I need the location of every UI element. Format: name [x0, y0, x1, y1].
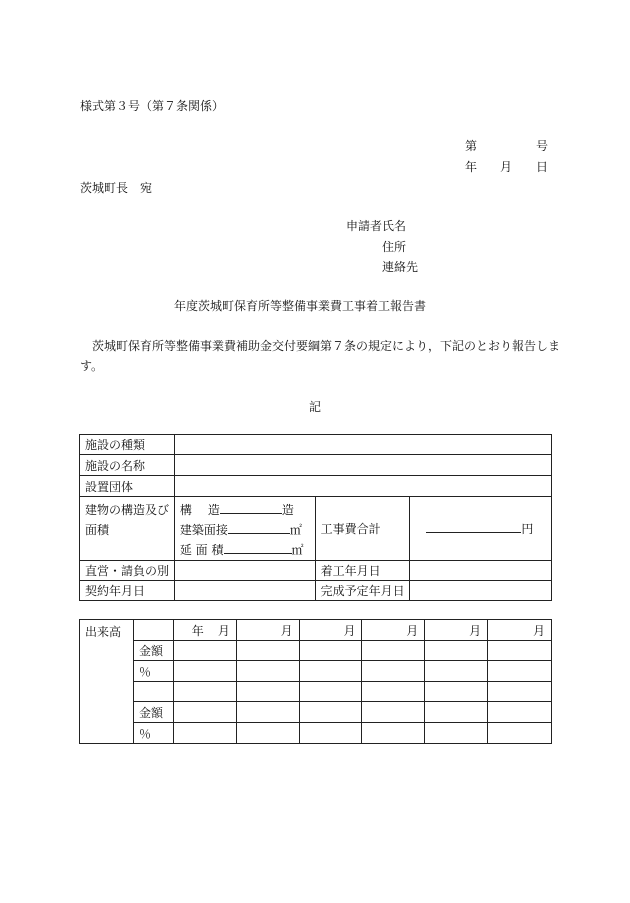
structure-suffix: 造	[281, 503, 294, 517]
facility-type-value[interactable]	[174, 435, 551, 455]
sqm-unit-2: ㎡	[291, 543, 304, 557]
cell[interactable]	[173, 661, 236, 682]
cell[interactable]	[488, 723, 552, 744]
direct-or-contract-label: 直営・請負の別	[80, 561, 175, 581]
yen-unit: 円	[521, 522, 534, 536]
date-month: 月	[500, 160, 513, 174]
cell[interactable]	[236, 641, 299, 661]
progress-table	[79, 619, 552, 744]
cell[interactable]	[362, 702, 425, 723]
cell[interactable]	[299, 661, 362, 682]
structure-row	[180, 500, 315, 520]
facility-table	[79, 434, 552, 601]
cell[interactable]	[362, 723, 425, 744]
cell[interactable]	[425, 661, 488, 682]
cell[interactable]	[488, 641, 552, 661]
month-header-1	[173, 620, 236, 641]
blank-label	[133, 682, 173, 702]
cell[interactable]	[236, 723, 299, 744]
applicant-name-label: 申請者氏名	[346, 219, 407, 233]
cell[interactable]	[299, 723, 362, 744]
percent-label-1: ％	[133, 661, 173, 682]
amount-label-2: 金額	[133, 702, 173, 723]
building-area-label: 建築面接	[179, 523, 228, 537]
month-header-6: 月	[488, 620, 552, 641]
building-area-row	[180, 520, 315, 540]
cell[interactable]	[173, 641, 236, 661]
start-date-value[interactable]	[410, 561, 552, 581]
completion-date-value[interactable]	[410, 581, 552, 601]
structure-label-line1: 建物の構造及び	[85, 503, 170, 517]
structure-details[interactable]	[174, 497, 315, 561]
structure-label-line2: 面積	[85, 523, 110, 537]
header-blank-cell	[133, 620, 173, 641]
cell[interactable]	[362, 641, 425, 661]
cell[interactable]	[236, 661, 299, 682]
contract-date-label: 契約年月日	[80, 581, 175, 601]
contract-date-value[interactable]	[174, 581, 315, 601]
cell[interactable]	[362, 661, 425, 682]
organization-label: 設置団体	[80, 476, 175, 497]
month-header-4: 月	[362, 620, 425, 641]
body-text-line2: す。	[80, 359, 104, 373]
facility-name-label: 施設の名称	[80, 455, 175, 476]
facility-name-value[interactable]	[174, 455, 551, 476]
applicant-address-label: 住所	[382, 240, 407, 254]
cell[interactable]	[236, 682, 299, 702]
month-header-2: 月	[236, 620, 299, 641]
structure-label	[80, 497, 175, 561]
cell[interactable]	[299, 702, 362, 723]
cell[interactable]	[488, 661, 552, 682]
body-text-line1: 茨城町保育所等整備事業費補助金交付要綱第７条の規定により，下記のとおり報告しま	[92, 339, 561, 353]
percent-label-2: ％	[133, 723, 173, 744]
direct-or-contract-value[interactable]	[174, 561, 315, 581]
addressee: 茨城町長 宛	[80, 181, 153, 195]
cell[interactable]	[488, 682, 552, 702]
total-area-row	[180, 540, 315, 560]
month-header-5: 月	[425, 620, 488, 641]
kou-char: 構	[179, 503, 192, 517]
organization-value[interactable]	[174, 476, 551, 497]
construction-total-label: 工事費合計	[315, 497, 410, 561]
date-year: 年	[465, 160, 478, 174]
cell[interactable]	[425, 723, 488, 744]
cell[interactable]	[236, 702, 299, 723]
ki-label: 記	[309, 400, 322, 414]
cell[interactable]	[425, 641, 488, 661]
progress-label: 出来高	[80, 620, 134, 744]
cell[interactable]	[173, 702, 236, 723]
completion-date-label: 完成予定年月日	[315, 581, 410, 601]
cell[interactable]	[173, 682, 236, 702]
sqm-unit-1: ㎡	[289, 523, 302, 537]
amount-label-1: 金額	[133, 641, 173, 661]
construction-total-value[interactable]	[410, 497, 552, 561]
cell[interactable]	[425, 702, 488, 723]
cell[interactable]	[488, 702, 552, 723]
cell[interactable]	[173, 723, 236, 744]
cell[interactable]	[299, 682, 362, 702]
year-label: 年	[191, 623, 204, 638]
date-day: 日	[536, 160, 549, 174]
start-date-label: 着工年月日	[315, 561, 410, 581]
facility-type-label: 施設の種類	[80, 435, 175, 455]
zou-char: 造	[207, 503, 220, 517]
applicant-contact-label: 連絡先	[382, 260, 419, 274]
cell[interactable]	[299, 641, 362, 661]
month-header-3: 月	[299, 620, 362, 641]
month-label-1: 月	[217, 623, 230, 638]
cell[interactable]	[362, 682, 425, 702]
number-suffix: 号	[536, 139, 549, 153]
cell[interactable]	[425, 682, 488, 702]
document-title: 年度茨城町保育所等整備事業費工事着工報告書	[174, 299, 427, 313]
number-prefix: 第	[465, 139, 478, 153]
total-area-label: 延 面 積	[179, 543, 224, 557]
form-number: 様式第３号（第７条関係）	[80, 99, 225, 113]
